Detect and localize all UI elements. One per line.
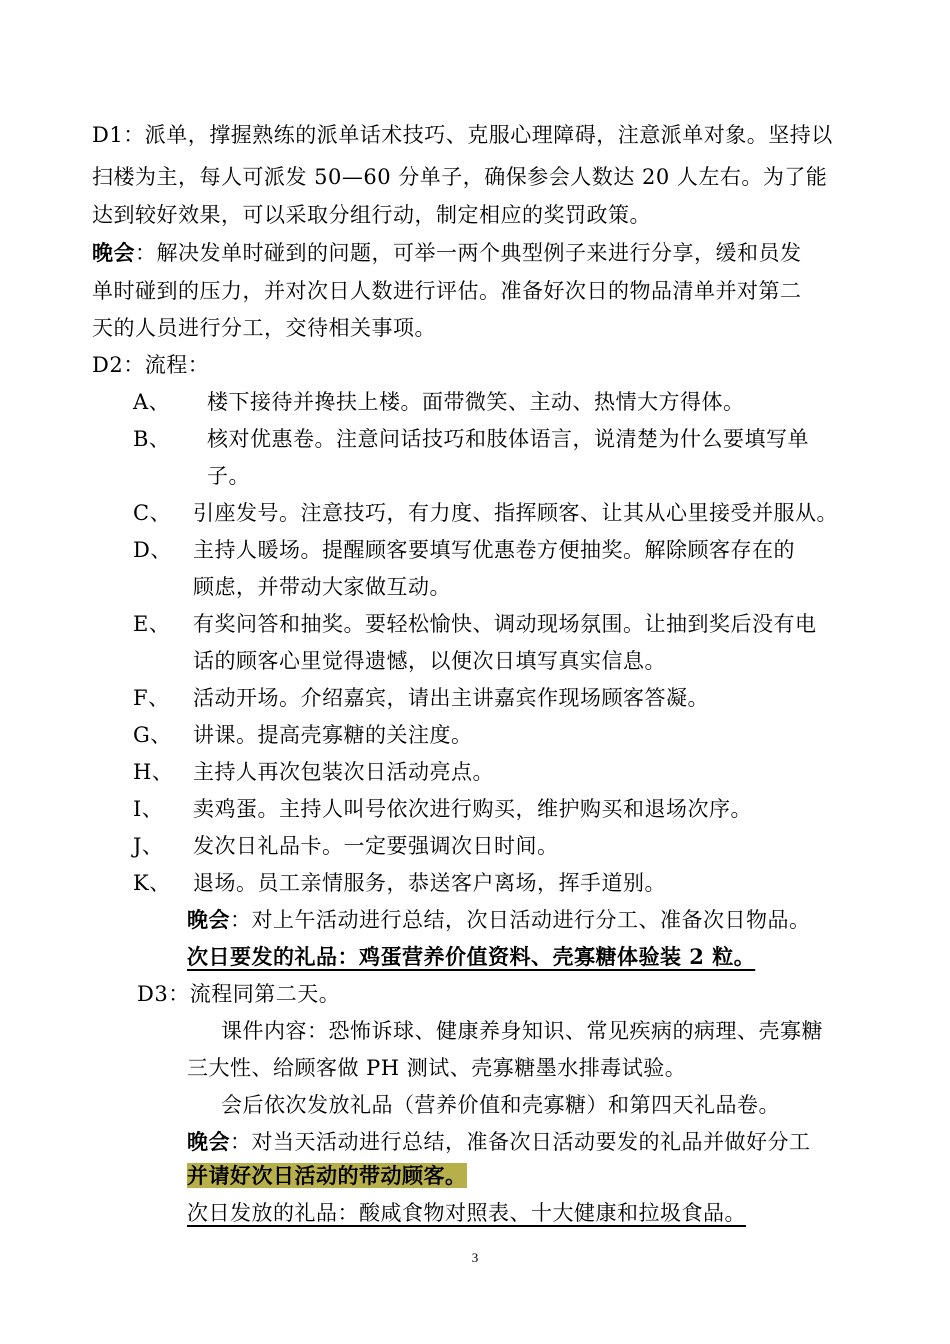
page-number: 3 <box>471 1250 479 1265</box>
d2-item-d <box>133 535 795 565</box>
item-letter: K、 <box>133 871 171 895</box>
d1-line-2: 扫楼为主，每人可派发 50—60 分单子，确保参会人数达 20 人左右。为了能 <box>92 165 828 189</box>
d2-item-b-cont: 子。 <box>207 464 250 488</box>
d3-evening-text: ：对当天活动进行总结，准备次日活动要发的礼品并做好分工 <box>230 1130 811 1154</box>
d3-title: D3：流程同第二天。 <box>137 982 341 1006</box>
evening1-line-1 <box>92 238 802 268</box>
d2-gifts: 次日要发的礼品：鸡蛋营养价值资料、壳寡糖体验装 2 粒。 <box>187 944 756 969</box>
item-letter: B、 <box>133 427 171 451</box>
d3-evening-label: 晚会 <box>187 1129 230 1154</box>
item-text: 主持人再次包装次日活动亮点。 <box>193 760 494 784</box>
item-text: 引座发号。注意技巧，有力度、指挥顾客、让其从心里接受并服从。 <box>193 501 838 525</box>
evening1-line-2: 单时碰到的压力，并对次日人数进行评估。准备好次日的物品清单并对第二 <box>92 279 802 303</box>
item-letter: I、 <box>133 797 164 821</box>
d3-course-line-2: 三大性、给顾客做 PH 测试、壳寡糖墨水排毒试验。 <box>187 1056 687 1080</box>
item-letter: G、 <box>133 723 172 747</box>
d2-item-j <box>133 831 559 861</box>
d2-item-c <box>133 498 838 528</box>
d2-item-e <box>133 609 817 639</box>
d2-item-h <box>133 757 494 787</box>
evening1-text-1: ：解决发单时碰到的问题，可举一两个典型例子来进行分享，缓和员发 <box>135 241 802 265</box>
d1-line-1: D1：派单，撑握熟练的派单话术技巧、克服心理障碍，注意派单对象。坚持以 <box>92 123 833 147</box>
d3-after: 会后依次发放礼品（营养价值和壳寡糖）和第四天礼品卷。 <box>221 1093 780 1117</box>
item-letter: D、 <box>133 538 172 562</box>
item-letter: J、 <box>133 834 164 858</box>
item-letter: C、 <box>133 501 172 525</box>
d2-item-d-cont: 顾虑，并带动大家做互动。 <box>193 575 451 599</box>
d2-item-b <box>133 424 809 454</box>
item-letter: E、 <box>133 612 171 636</box>
d2-evening-text: ：对上午活动进行总结，次日活动进行分工、准备次日物品。 <box>230 908 811 932</box>
item-letter: H、 <box>133 760 174 784</box>
item-letter: F、 <box>133 686 170 710</box>
d2-item-g <box>133 720 473 750</box>
evening1-line-3: 天的人员进行分工，交待相关事项。 <box>92 316 436 340</box>
d2-title: D2：流程： <box>92 353 210 377</box>
item-text: 有奖问答和抽奖。要轻松愉快、调动现场氛围。让抽到奖后没有电 <box>193 612 817 636</box>
item-text: 核对优惠卷。注意问话技巧和肢体语言，说清楚为什么要填写单 <box>207 427 809 451</box>
item-letter: A、 <box>133 390 171 414</box>
d2-item-i <box>133 794 752 824</box>
evening1-label: 晚会 <box>92 240 135 265</box>
d2-evening-label: 晚会 <box>187 907 230 932</box>
item-text: 主持人暖场。提醒顾客要填写优惠卷方便抽奖。解除顾客存在的 <box>193 538 795 562</box>
d3-gifts: 次日发放的礼品：酸咸食物对照表、十大健康和拉圾食品。 <box>187 1201 746 1225</box>
d2-evening <box>187 905 811 935</box>
item-text: 退场。员工亲情服务，恭送客户离场，挥手道别。 <box>193 871 666 895</box>
item-text: 发次日礼品卡。一定要强调次日时间。 <box>193 834 559 858</box>
d1-line-3: 达到较好效果，可以采取分组行动，制定相应的奖罚政策。 <box>92 203 651 227</box>
d3-evening <box>187 1127 811 1157</box>
item-text: 活动开场。介绍嘉宾，请出主讲嘉宾作现场顾客答凝。 <box>193 686 709 710</box>
d3-highlight-line <box>187 1161 467 1191</box>
item-text: 楼下接待并搀扶上楼。面带微笑、主动、热情大方得体。 <box>207 390 745 414</box>
d3-course-line-1: 课件内容：恐怖诉球、健康养身知识、常见疾病的病理、壳寡糖 <box>221 1019 823 1043</box>
d2-item-e-cont: 话的顾客心里觉得遗憾，以便次日填写真实信息。 <box>193 649 666 673</box>
d2-item-k <box>133 868 666 898</box>
d2-item-f <box>133 683 709 713</box>
d3-highlight: 并请好次日活动的带动顾客。 <box>187 1163 467 1188</box>
item-text: 讲课。提高壳寡糖的关注度。 <box>193 723 473 747</box>
item-text: 卖鸡蛋。主持人叫号依次进行购买，维护购买和退场次序。 <box>193 797 752 821</box>
d2-item-a <box>133 387 745 417</box>
